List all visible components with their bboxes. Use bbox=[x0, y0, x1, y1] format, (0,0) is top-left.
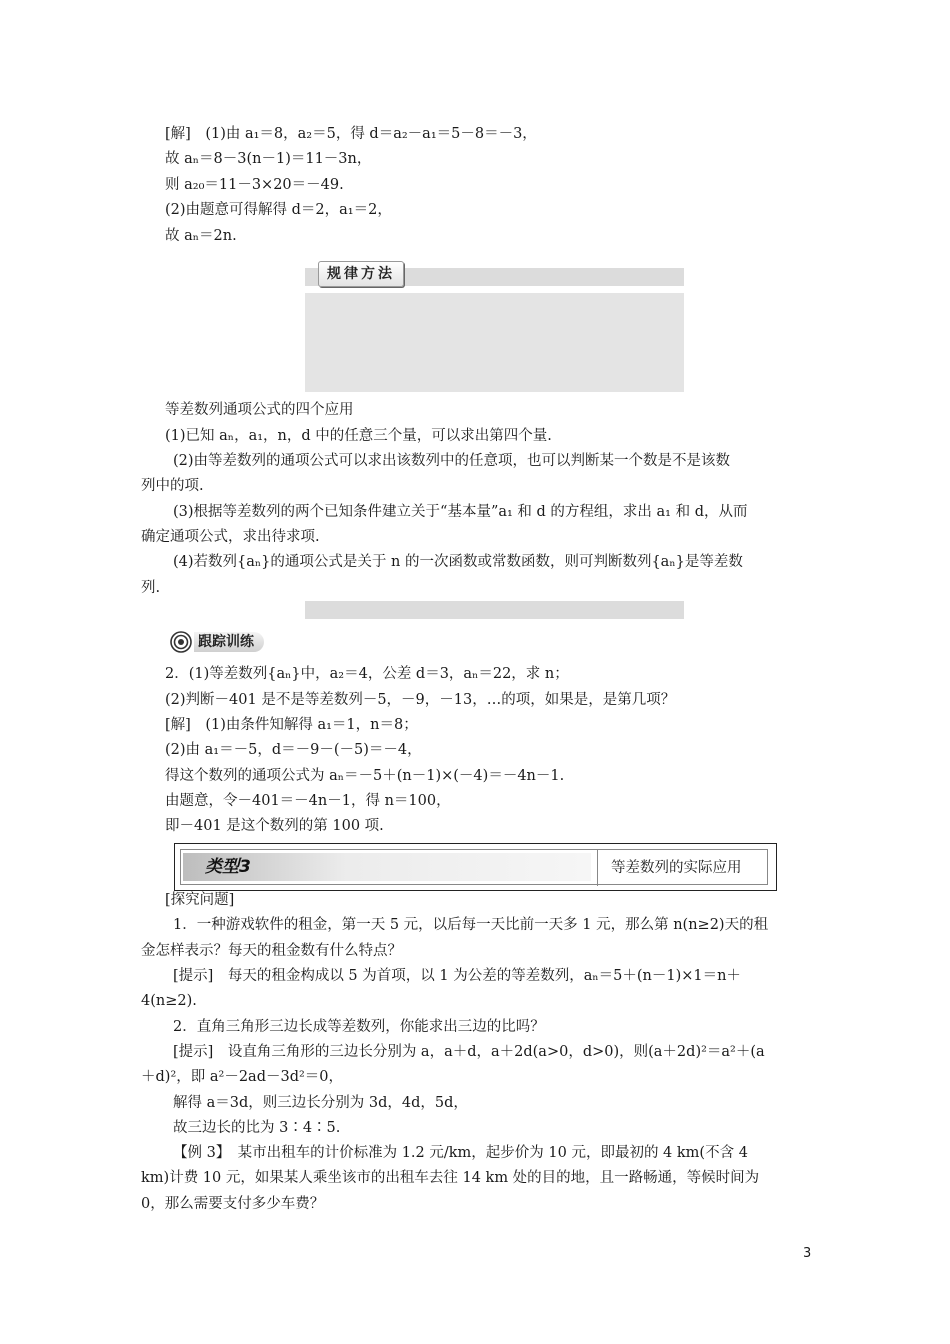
solution-line-2: 故 aₙ＝8－3(n－1)＝11－3n， bbox=[165, 151, 372, 167]
tracking-solution-5: 即－401 是这个数列的第 100 项. bbox=[165, 818, 384, 834]
method-point-1: (1)已知 aₙ，a₁，n，d 中的任意三个量，可以求出第四个量. bbox=[165, 428, 552, 444]
explore-hint2c: 解得 a＝3d，则三边长分别为 3d，4d，5d， bbox=[173, 1095, 468, 1111]
tracking-question-2: (2)判断－401 是不是等差数列－5，－9，－13，…的项，如果是，是第几项？ bbox=[165, 692, 676, 708]
explore-hint2a: [提示] 设直角三角形的三边长分别为 a，a＋d，a＋2d(a>0，d>0)，则(a＋2d)²＝a²＋(a bbox=[173, 1044, 765, 1060]
tracking-solution-2: (2)由 a₁＝－5，d＝－9－(－5)＝－4， bbox=[165, 742, 422, 758]
target-icon bbox=[170, 631, 192, 653]
type3-box bbox=[174, 843, 777, 891]
explore-hint2d: 故三边长的比为 3∶4∶5. bbox=[173, 1120, 341, 1136]
method-point-3b: 确定通项公式，求出待求项. bbox=[141, 529, 320, 545]
explore-hint2b: ＋d)²，即 a²－2ad－3d²＝0， bbox=[141, 1069, 344, 1085]
page-number: 3 bbox=[803, 1246, 812, 1261]
solution-line-3: 则 a₂₀＝11－3×20＝－49. bbox=[165, 177, 344, 193]
tracking-solution-3: 得这个数列的通项公式为 aₙ＝－5＋(n－1)×(－4)＝－4n－1. bbox=[165, 768, 565, 784]
tracking-solution-4: 由题意，令－401＝－4n－1，得 n＝100， bbox=[165, 793, 451, 809]
tracking-solution-1: [解] (1)由条件知解得 a₁＝1，n＝8； bbox=[165, 717, 418, 733]
explore-q1b: 金怎样表示？每天的租金数有什么特点？ bbox=[141, 943, 402, 959]
method-title: 等差数列通项公式的四个应用 bbox=[165, 402, 354, 418]
solution-line-1: [解] (1)由 a₁＝8，a₂＝5，得 d＝a₂－a₁＝5－8＝－3， bbox=[165, 126, 537, 142]
type3-title: 等差数列的实际应用 bbox=[611, 860, 742, 876]
explore-q2: 2．直角三角形三边长成等差数列，你能求出三边的比吗？ bbox=[173, 1019, 545, 1035]
method-point-3a: (3)根据等差数列的两个已知条件建立关于“基本量”a₁ 和 d 的方程组，求出 a₁ 和 d，从而 bbox=[173, 504, 748, 520]
solution-line-4: (2)由题意可得解得 d＝2，a₁＝2， bbox=[165, 202, 392, 218]
explore-heading: [探究问题] bbox=[165, 892, 235, 908]
example3-line-b: km)计费 10 元，如果某人乘坐该市的出租车去往 14 km 处的目的地，且一路畅通，等候时间为 bbox=[141, 1170, 760, 1186]
solution-line-5: 故 aₙ＝2n. bbox=[165, 228, 237, 244]
type3-label: 类型3 bbox=[205, 857, 251, 877]
explore-hint1b: 4(n≥2). bbox=[141, 993, 197, 1009]
tracking-question-1: 2．(1)等差数列{aₙ}中，a₂＝4，公差 d＝3，aₙ＝22，求 n； bbox=[165, 666, 569, 682]
method-point-4a: (4)若数列{aₙ}的通项公式是关于 n 的一次函数或常数函数，则可判断数列{aₙ}是等差数 bbox=[173, 554, 743, 570]
type3-divider bbox=[597, 850, 598, 886]
method-gray-box bbox=[305, 293, 684, 392]
method-point-2b: 列中的项. bbox=[141, 478, 204, 494]
example3-line-a: 【例 3】 某市出租车的计价标准为 1.2 元/km，起步价为 10 元，即最初的 4 km(不含 4 bbox=[173, 1145, 748, 1161]
method-point-4b: 列. bbox=[141, 580, 161, 596]
explore-hint1a: [提示] 每天的租金构成以 5 为首项，以 1 为公差的等差数列，aₙ＝5＋(n－1)×1＝n＋ bbox=[173, 968, 741, 984]
method-header-label: 规律方法 bbox=[318, 261, 404, 287]
tracking-label: 跟踪训练 bbox=[194, 632, 264, 652]
explore-q1a: 1．一种游戏软件的租金，第一天 5 元，以后每一天比前一天多 1 元，那么第 n(n≥2)天的租 bbox=[173, 917, 769, 933]
method-point-2a: (2)由等差数列的通项公式可以求出该数列中的任意项，也可以判断某一个数是不是该数 bbox=[173, 453, 731, 469]
example3-line-c: 0，那么需要支付多少车费？ bbox=[141, 1196, 325, 1212]
method-footer-bar bbox=[305, 601, 684, 619]
